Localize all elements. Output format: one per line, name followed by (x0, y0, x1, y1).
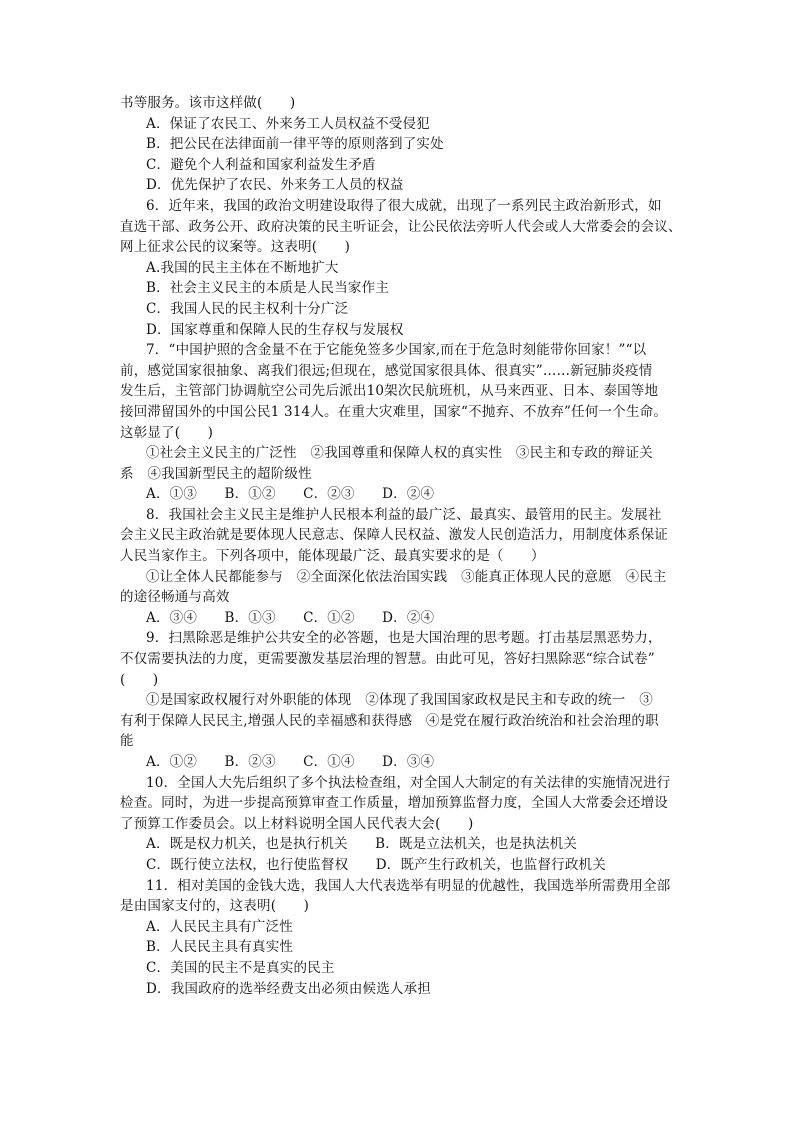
q9-choices: A．①② B．②③ C．①④ D．③④ (146, 754, 435, 770)
q11-option-a: A．人民民主具有广泛性 (146, 918, 293, 935)
q8-stem-line3: 人民当家作主。下列各项中，能体现最广泛、最真实要求的是（ ） (120, 548, 545, 565)
q5-option-d: D．优先保护了农民、外来务工人员的权益 (146, 177, 404, 194)
q7-stem-line2: 前，感觉国家很抽象、离我们很远;但现在，感觉国家很具体、很真实”……新冠肺炎疫情 (120, 362, 653, 379)
q6-stem-line3: 网上征求公民的议案等。这表明( ) (120, 239, 351, 256)
q7-statements-line1: ①社会主义民主的广泛性 ②我国尊重和保障人权的真实性 ③民主和专政的辩证关 (146, 445, 653, 462)
q8-stem-line1: 8．我国社会主义民主是维护人民根本利益的最广泛、最真实、最管用的民主。发展社 (146, 506, 662, 523)
q10-options-cd: C．既行使立法权，也行使监督权 D．既产生行政机关，也监督行政机关 (146, 856, 606, 873)
q11-stem-line2: 是由国家支付的，这表明( ) (120, 898, 310, 915)
q8-choices: A．③④ B．①③ C．①② D．②④ (146, 609, 435, 626)
q9-statements-line2: 有利于保障人民民主,增强人民的幸福感和获得感 ④是党在履行政治统治和社会治理的职 (120, 712, 659, 729)
q7-choices: A．①③ B．①② C．②③ D．②④ (146, 486, 435, 503)
q6-option-b: B．社会主义民主的本质是人民当家作主 (146, 280, 390, 297)
q8-statements-line1: ①让全体人民都能参与 ②全面深化依法治国实践 ③能真正体现人民的意愿 ④民主 (146, 568, 667, 585)
q11-option-d: D．我国政府的选举经费支出必须由候选人承担 (146, 980, 432, 997)
q8-stem-line2: 会主义民主政治就是要体现人民意志、保障人民权益、激发人民创造活力，用制度体系保证 (120, 527, 668, 544)
q7-stem-line4: 接回滞留国外的中国公民1 314人。在重大灾难里，国家“不抛弃、不放弃”任何一个生命。 (120, 403, 668, 420)
q7-stem-line3: 发生后，主管部门协调航空公司先后派出10架次民航班机，从马来西亚、日本、泰国等地 (120, 383, 659, 400)
q6-option-d: D．国家尊重和保障人民的生存权与发展权 (146, 321, 404, 338)
q5-option-a: A．保证了农民工、外来务工人员权益不受侵犯 (146, 115, 430, 132)
continuation-text: 书等服务。该市这样做( ) (120, 95, 296, 111)
q6-option-c: C．我国人民的民主权利十分广泛 (146, 300, 349, 317)
q5-option-b: B．把公民在法律面前一律平等的原则落到了实处 (146, 136, 444, 153)
q5-option-c: C．避免个人利益和国家利益发生矛盾 (146, 156, 376, 173)
q10-stem-line3: 了预算工作委员会。以上材料说明全国人民代表大会( ) (120, 815, 474, 832)
q9-stem-line3: ( ) (120, 671, 159, 688)
q9-statements-line1: ①是国家政权履行对外职能的体现 ②体现了我国国家政权是民主和专政的统一 ③ (146, 692, 653, 709)
q10-options-ab: A．既是权力机关，也是执行机关 B．既是立法机关，也是执法机关 (146, 836, 578, 853)
q7-statements-line2: 系 ④我国新型民主的超阶级性 (120, 465, 312, 482)
q7-stem-line5: 这彰显了( ) (120, 424, 214, 441)
q10-stem-line1: 10．全国人大先后组织了多个执法检查组，对全国人大制定的有关法律的实施情况进行 (146, 774, 671, 791)
q10-stem-line2: 检查。同时，为进一步提高预算审查工作质量，增加预算监督力度，全国人大常委会还增设 (120, 795, 668, 812)
q11-option-c: C．美国的民主不是真实的民主 (146, 959, 335, 976)
q6-option-a: A.我国的民主主体在不断地扩大 (146, 259, 339, 276)
q7-stem-line1: 7．“中国护照的含金量不在于它能免签多少国家,而在于危急时刻能带你回家！”“以 (146, 342, 647, 359)
q9-statements-line3: 能 (120, 733, 134, 750)
question-body (120, 93, 685, 999)
q6-stem-line2: 直选干部、政务公开、政府决策的民主听证会，让公民依法旁听人代会或人大常委会的会议、 (120, 218, 682, 235)
q9-stem-line2: 不仅需要执法的力度，更需要激发基层治理的智慧。由此可见，答好扫黑除恶“综合试卷” (120, 651, 655, 668)
q8-statements-line2: 的途径畅通与高效 (120, 589, 230, 606)
q9-stem-line1: 9．扫黑除恶是维护公共安全的必答题，也是大国治理的思考题。打击基层黑恶势力， (146, 630, 662, 647)
q11-stem-line1: 11．相对美国的金钱大选，我国人大代表选举有明显的优越性，我国选举所需费用全部 (146, 877, 671, 894)
q6-stem-line1: 6．近年来，我国的政治文明建设取得了很大成就，出现了一系列民主政治新形式，如 (146, 197, 662, 214)
q11-option-b: B．人民民主具有真实性 (146, 939, 294, 956)
